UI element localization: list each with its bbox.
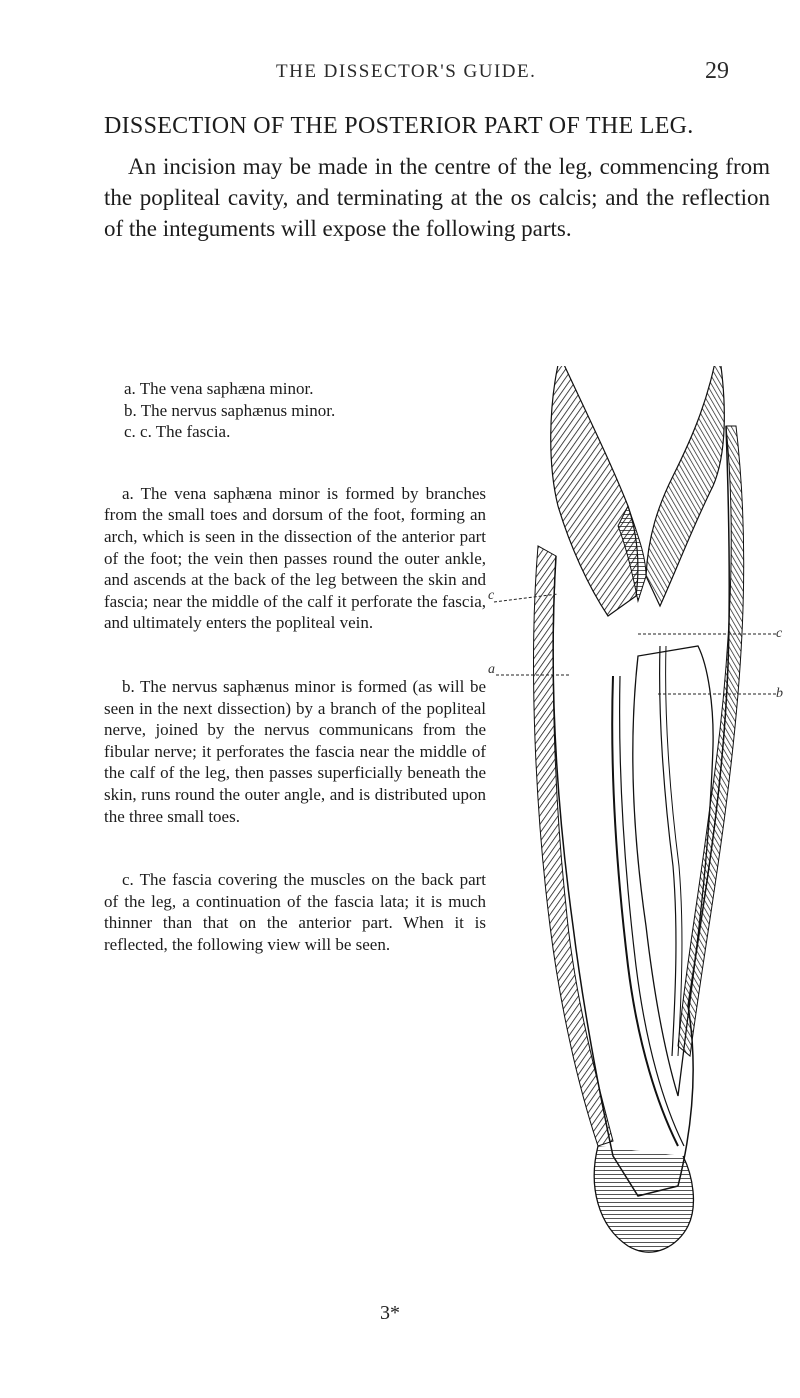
figure-label-c-right: c — [776, 626, 783, 641]
intro-paragraph: An incision may be made in the centre of the leg, commencing from the popliteal cavity, and terminating at the os calcis; and the reflection of the integuments will expose the following parts. — [104, 154, 770, 241]
figure-label-a: a — [488, 662, 495, 677]
running-header — [0, 58, 800, 98]
figure-label-b: b — [776, 686, 783, 701]
legend-item-c: c. c. The fascia. — [124, 422, 231, 442]
figure-label-c-left: c — [488, 588, 495, 603]
page-number: 29 — [705, 58, 729, 84]
legend-item-b: b. The nervus saphænus minor. — [124, 400, 336, 420]
paragraph-vena-saphaena: a. The vena saphæna minor is formed by branches from the small toes and dorsum of the foot, forming an arch, which is seen in the dissection of the anterior part of the foot; the vein then passes round the outer ankle, and ascends at the back of the leg between the skin and fascia; near the middle of the calf it perforate the fascia, and ultimately enters the popliteal vein. — [104, 483, 486, 633]
signature-mark: 3* — [380, 1302, 400, 1324]
section-title: DISSECTION OF THE POSTERIOR PART OF THE LEG. — [104, 113, 694, 139]
leg-illustration — [488, 366, 788, 1271]
paragraph-nervus-saphaenus: b. The nervus saphænus minor is formed (as will be seen in the next dissection) by a branch of the popliteal nerve, joined by the nervus communicans from the fibular nerve; it perforates the fascia near the middle of the calf of the leg, then passes superficially beneath the skin, runs round the outer angle, and is distributed upon the three small toes. — [104, 676, 486, 826]
paragraph-fascia: c. The fascia covering the muscles on the back part of the leg, a continuation of the fascia lata; it is much thinner than that on the anterior part. When it is reflected, the following view will be seen. — [104, 870, 486, 954]
figure-legend — [104, 378, 486, 443]
leg-engraving — [488, 366, 788, 1271]
running-title: THE DISSECTOR'S GUIDE. — [276, 61, 537, 82]
left-column — [104, 378, 486, 955]
legend-item-a: a. The vena saphæna minor. — [124, 379, 314, 398]
